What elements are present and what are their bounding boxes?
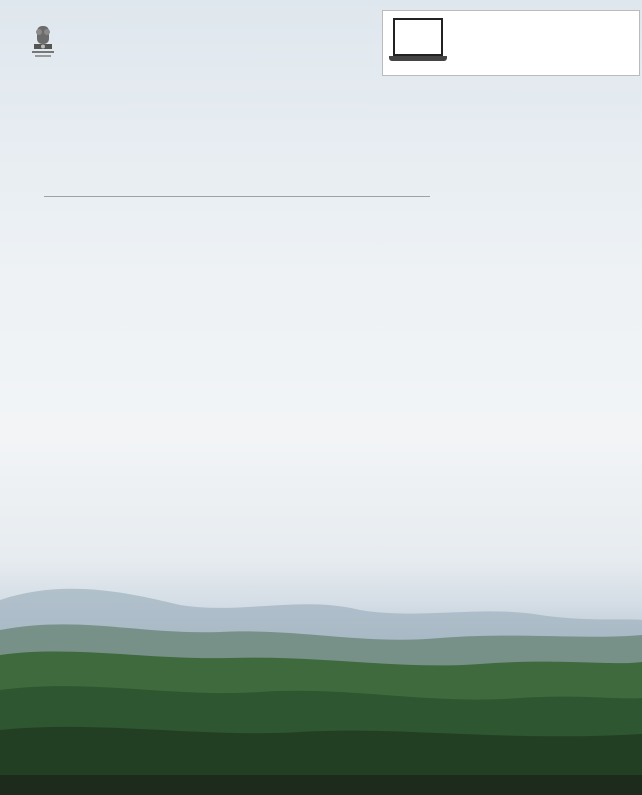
forest-landscape [0, 560, 642, 775]
title-divider [44, 196, 430, 197]
ministry-header [28, 24, 66, 64]
social-footer [0, 775, 642, 795]
laptop-icon [389, 18, 447, 62]
plutus-ias-logo [382, 10, 640, 76]
national-emblem-icon [28, 24, 58, 64]
